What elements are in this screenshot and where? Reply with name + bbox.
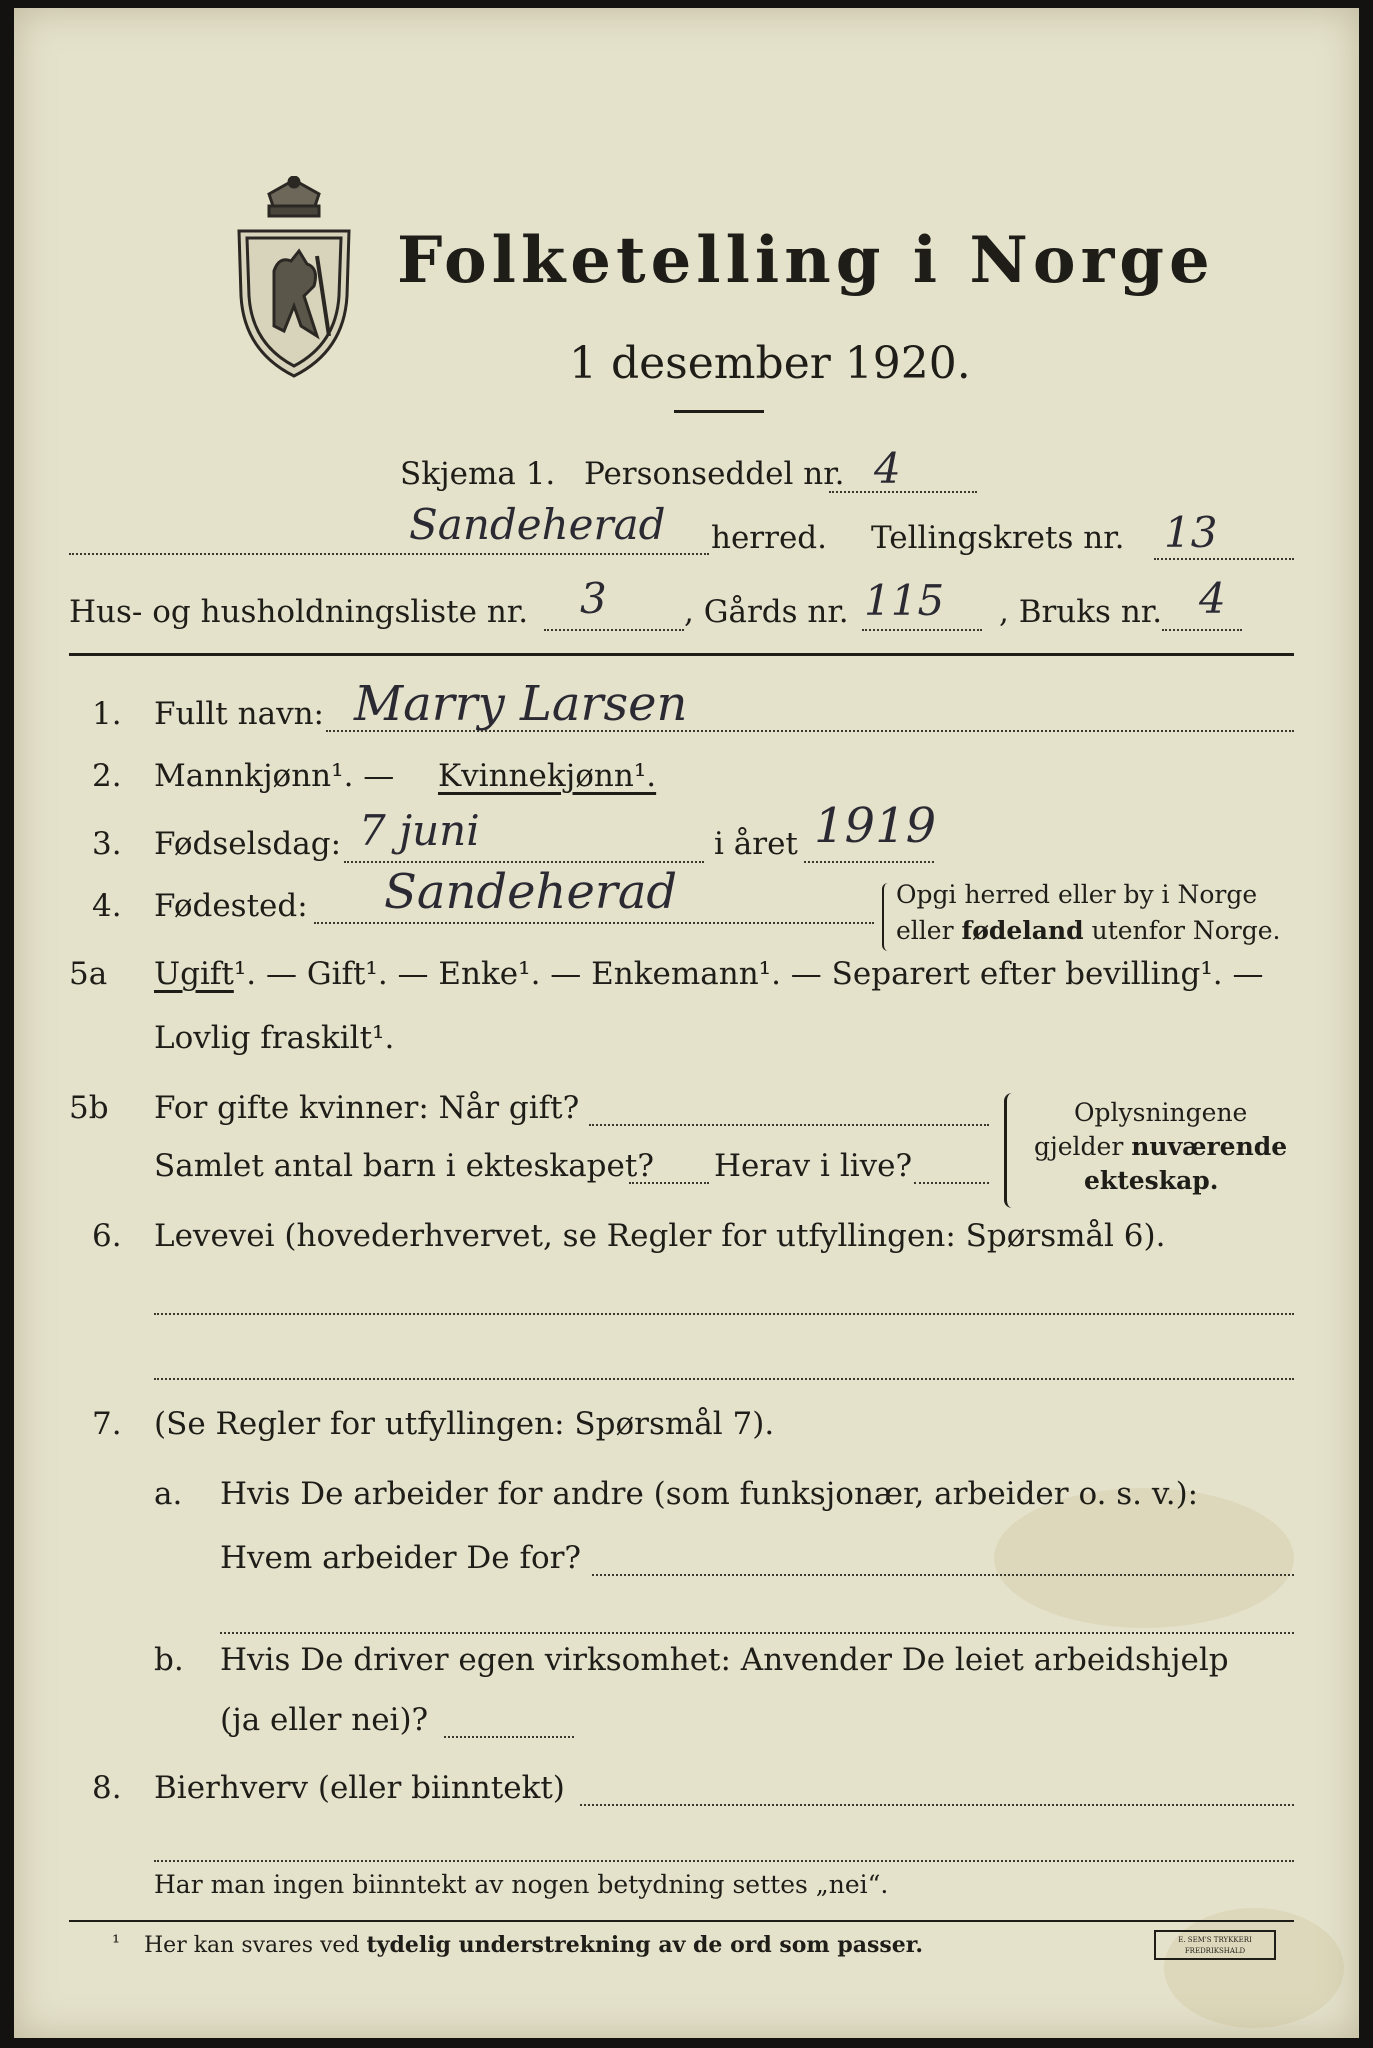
census-form-page [14,8,1359,2038]
year-value: 1919 [814,798,937,854]
herred-value: Sandeherad [409,500,666,549]
q7a-line1: Hvis De arbeider for andre (som funksjonær, arbeider o. s. v.): [220,1476,1199,1512]
husholdningsliste-line [544,629,684,631]
question-number: 4. [92,888,122,924]
year-label: i året [714,826,798,862]
q7-label: (Se Regler for utfyllingen: Spørsmål 7). [154,1406,775,1442]
nar-gift-line [589,1124,989,1126]
arbeider-for-label: Hvem arbeider De for? [220,1540,582,1576]
fodselsdag-label: Fødselsdag: [154,826,342,862]
oplysningene-note-line2: gjelder nuværende [1034,1132,1288,1161]
personseddel-label: Personseddel nr. [584,456,845,492]
fodested-note-line2: eller fødeland utenfor Norge. [896,916,1281,945]
bierhverv-label: Bierhverv (eller biinntekt) [154,1770,565,1806]
form-title: Folketelling i Norge [397,223,1215,298]
question-number: 6. [92,1218,122,1254]
mannkjonn-option: Mannkjønn¹. — [154,758,395,794]
bruks-value: 4 [1199,574,1226,623]
question-number: 1. [92,696,122,732]
personseddel-line [829,491,977,493]
husholdningsliste-value: 3 [580,574,607,623]
fodested-label: Fødested: [154,888,308,924]
herav-i-live-line [914,1182,989,1184]
q7b-number: b. [154,1642,184,1678]
bruks-line [1162,629,1242,631]
gards-value: 115 [864,576,945,625]
oplysningene-note-line1: Oplysningene [1074,1098,1248,1127]
title-rule [674,410,764,413]
footnote-text: Her kan svares ved tydelig understrekning av de ord som passer. [144,1932,924,1958]
bierhverv-line-2 [154,1860,1294,1862]
lovlig-fraskilt-option: Lovlig fraskilt¹. [154,1020,395,1056]
question-number: 5a [69,956,108,992]
footnote-mark: ¹ [112,1930,121,1954]
gards-label: , Gårds nr. [684,594,849,630]
fodested-note-line1: Opgi herred eller by i Norge [896,880,1258,909]
fodselsdag-line [344,861,704,863]
levevei-label: Levevei (hovederhvervet, se Regler for utfyllingen: Spørsmål 6). [154,1218,1166,1254]
tellingskrets-label: Tellingskrets nr. [871,520,1125,556]
herred-line [69,553,709,555]
ja-eller-nei-label: (ja eller nei)? [220,1702,429,1738]
fodested-line [314,922,874,924]
tellingskrets-value: 13 [1164,508,1218,557]
oplysningene-note-line3: ekteskap. [1084,1166,1219,1195]
brace [1004,1093,1017,1208]
herred-label: herred. [711,520,827,556]
bierhverv-line-1 [580,1804,1294,1806]
antal-barn-label: Samlet antal barn i ekteskapet? [154,1148,654,1184]
herav-i-live-label: Herav i live? [714,1148,913,1184]
ja-eller-nei-line [444,1736,574,1738]
kvinnekjonn-option: Kvinnekjønn¹. [438,758,657,794]
question-number: 7. [92,1406,122,1442]
bierhverv-note: Har man ingen biinntekt av nogen betydning settes „nei“. [154,1870,889,1899]
ugift-option: Ugift [154,956,234,992]
levevei-line-2 [154,1378,1294,1380]
fodselsdag-value: 7 juni [359,806,480,855]
paper-stain [1164,1908,1344,2028]
tellingskrets-line [1154,558,1294,560]
question-number: 8. [92,1770,122,1806]
q7a-number: a. [154,1476,183,1512]
question-number: 3. [92,826,122,862]
nar-gift-label: For gifte kvinner: Når gift? [154,1090,580,1126]
arbeider-for-line-1 [592,1574,1294,1576]
gards-line [862,629,982,631]
antal-barn-line [629,1182,709,1184]
question-number: 2. [92,758,122,794]
personseddel-value: 4 [874,444,901,493]
levevei-line-1 [154,1313,1294,1315]
footnote-divider [69,1920,1294,1922]
brace [882,883,894,951]
arbeider-for-line-2 [220,1632,1294,1634]
skjema-label: Skjema 1. [400,456,556,492]
question-number: 5b [69,1090,109,1126]
bruks-label: , Bruks nr. [999,594,1163,630]
husholdningsliste-label: Hus- og husholdningsliste nr. [69,594,529,630]
sivilstand-options: Ugift¹. — Gift¹. — Enke¹. — Enkemann¹. — Separert efter bevilling¹. — [154,956,1264,992]
full-name-label: Fullt navn: [154,696,324,732]
header-divider [69,653,1294,656]
year-line [804,861,934,863]
printer-stamp: E. SEM'S TRYKKERI FREDRIKSHALD [1154,1930,1276,1960]
norwegian-coat-of-arms-icon [229,176,359,381]
q7b-line1: Hvis De driver egen virksomhet: Anvender De leiet arbeidshjelp [220,1642,1229,1678]
fodested-value: Sandeherad [384,864,678,920]
full-name-value: Marry Larsen [354,676,688,732]
census-date: 1 desember 1920. [569,338,971,389]
